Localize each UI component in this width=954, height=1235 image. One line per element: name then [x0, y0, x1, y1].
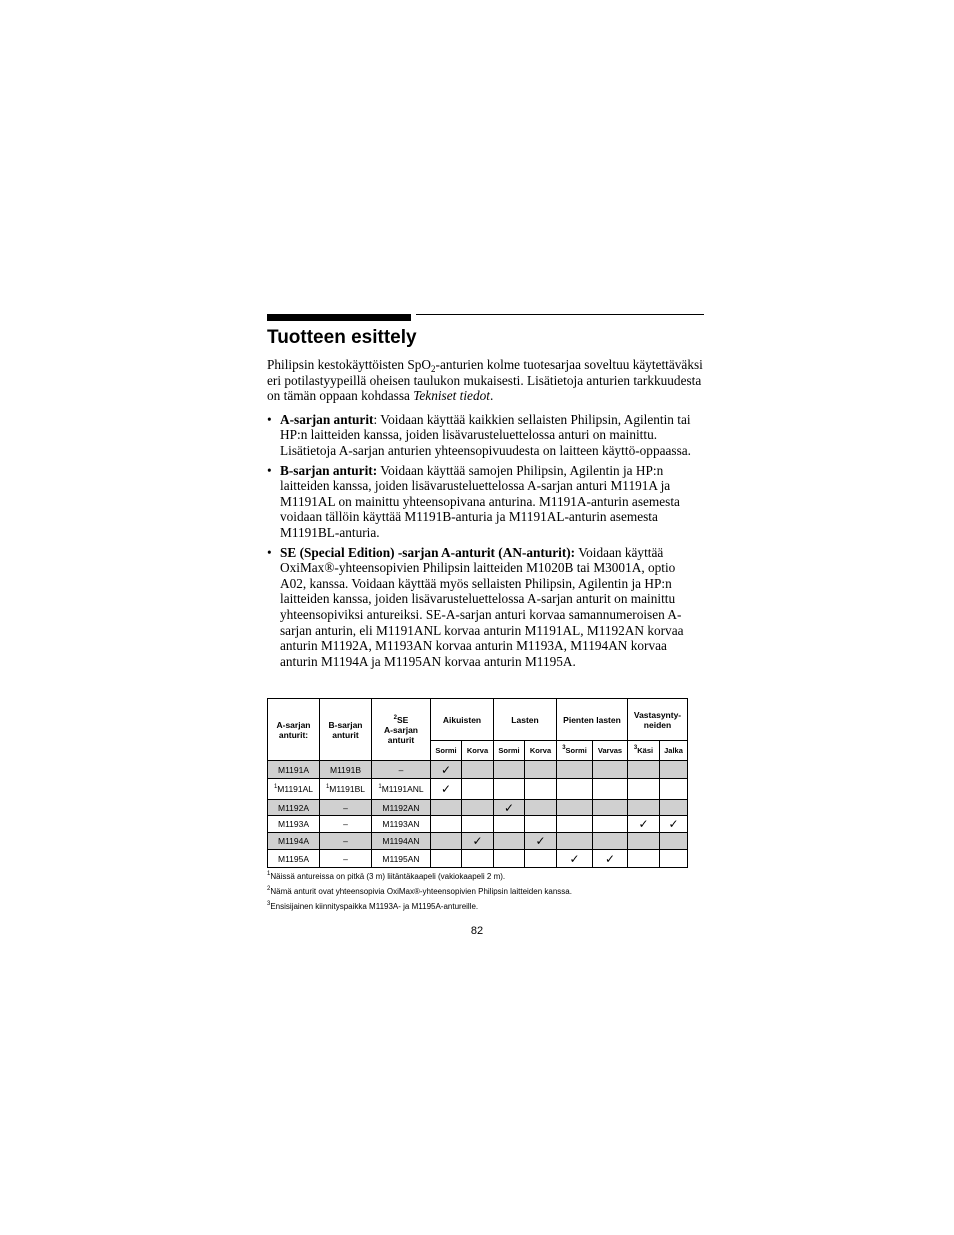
check-cell	[525, 779, 557, 800]
header-b-series: B-sarjan anturit	[320, 699, 372, 761]
header-group-neonates: Vastasynty-neiden	[628, 699, 688, 741]
check-cell	[660, 761, 688, 779]
check-cell	[593, 816, 628, 833]
table-row	[268, 761, 688, 779]
check-cell	[431, 816, 462, 833]
intro-paragraph: Philipsin kestokäyttöisten SpO$_2$-anturien kolme tuotesarjaa soveltuu käytettäväksi eri potilastyypeillä oheisen taulukon mukaisesti. Lisätietoja anturien tarkkuudesta on tämän oppaan kohdassa Tekniset tiedot.	[267, 357, 703, 404]
subheader-cell: Korva	[525, 741, 557, 761]
cell-a-series: M1191A	[268, 761, 320, 779]
header-se-series: $^2$SE A-sarjan anturit	[372, 699, 431, 761]
bullet-icon: •	[267, 462, 272, 478]
subheader-cell: $^3$Käsi	[628, 741, 660, 761]
table-row	[268, 800, 688, 816]
page-number: 82	[470, 925, 484, 937]
cell-b-series: –	[320, 816, 372, 833]
subheader-cell: Jalka	[660, 741, 688, 761]
checkmark-icon: ✓	[668, 817, 679, 831]
cell-se-series: –	[372, 761, 431, 779]
heading-rule-thin	[416, 314, 704, 315]
check-cell	[431, 850, 462, 868]
table-body	[268, 761, 688, 868]
subheader-cell: Korva	[462, 741, 494, 761]
check-cell	[431, 833, 462, 850]
check-cell	[557, 833, 593, 850]
header-group-adults: Aikuisten	[431, 699, 494, 741]
checkmark-icon: ✓	[472, 834, 483, 848]
table-row	[268, 779, 688, 800]
table-row	[268, 850, 688, 868]
heading-rule-thick	[267, 314, 411, 321]
checkmark-icon: ✓	[638, 817, 649, 831]
check-cell	[557, 800, 593, 816]
checkmark-icon: ✓	[569, 851, 580, 866]
cell-a-series: M1192A	[268, 800, 320, 816]
subheader-cell: Sormi	[431, 741, 462, 761]
check-cell	[628, 850, 660, 868]
footnotes	[267, 869, 717, 914]
check-cell	[462, 800, 494, 816]
section-title: Tuotteen esittely	[267, 327, 417, 348]
cell-se-series: M1192AN	[372, 800, 431, 816]
check-cell	[660, 850, 688, 868]
check-cell	[593, 761, 628, 779]
bullet-icon: •	[267, 544, 272, 560]
check-cell	[660, 779, 688, 800]
check-cell	[593, 850, 628, 868]
bullet-item: • B-sarjan anturit: Voidaan käyttää samojen Philipsin, Agilentin ja HP:n laitteiden kanssa, joiden lisävarusteluettelossa A-sarjan anturi M1191A ja M1191AL on mainittu yhteensopivana anturina. M1191A-anturin asemesta voidaan tällöin käyttää M1191B-anturia ja M1191AL-anturin asemesta M1191BL-anturia.	[267, 462, 680, 540]
bullet-icon: •	[267, 411, 272, 427]
check-cell	[494, 800, 525, 816]
checkmark-icon: ✓	[440, 762, 452, 777]
check-cell	[557, 850, 593, 868]
check-cell	[628, 800, 660, 816]
bullet-list	[267, 412, 704, 670]
check-cell	[628, 816, 660, 833]
check-cell	[431, 779, 462, 800]
checkmark-icon: ✓	[535, 834, 546, 848]
bullet-item: • SE (Special Edition) -sarjan A-anturit (AN-anturit): Voidaan käyttää OxiMax®-yhteensopivien Philipsin laitteiden M1020B tai M3001A, optio A02, kanssa. Voidaan käyttää myös sellaisten Philipsin, Agilentin ja HP:n laitteiden kanssa, joiden lisävarusteluettelossa A-sarjan anturit on mainittu yhteensopiviksi antureiksi. SE-A-sarjan anturi korvaa samannumeroisen A-sarjan anturin, eli M1191ANL korvaa anturin M1191AL, M1192AN korvaa anturin M1192A, M1193AN korvaa anturin M1193A, M1194AN korvaa anturin M1194A ja M1195AN korvaa anturin M1195A.	[267, 544, 684, 669]
cell-a-series: $^1$M1191AL	[268, 779, 320, 800]
check-cell	[494, 779, 525, 800]
bullet-item: • A-sarjan anturit: Voidaan käyttää kaikkien sellaisten Philipsin, Agilentin tai HP:n laitteiden kanssa, joiden lisävarusteluettelossa anturi on mainittu. Lisätietoja A-sarjan anturien yhteensopivuudesta on laitteen käyttö-oppaassa.	[267, 411, 691, 458]
footnote: $^3$Ensisijainen kiinnityspaikka M1193A- ja M1195A-antureille.	[267, 901, 479, 911]
check-cell	[660, 833, 688, 850]
check-cell	[431, 761, 462, 779]
cell-b-series: M1191B	[320, 761, 372, 779]
cell-a-series: M1193A	[268, 816, 320, 833]
footnote: $^1$Näissä antureissa on pitkä (3 m) liitäntäkaapeli (vakiokaapeli 2 m).	[267, 871, 506, 881]
check-cell	[628, 761, 660, 779]
subheader-cell: $^3$Sormi	[557, 741, 593, 761]
table-row	[268, 816, 688, 833]
check-cell	[557, 779, 593, 800]
cell-se-series: M1193AN	[372, 816, 431, 833]
header-group-infants: Pienten lasten	[557, 699, 628, 741]
check-cell	[494, 833, 525, 850]
check-cell	[462, 816, 494, 833]
cell-se-series: $^1$M1191ANL	[372, 779, 431, 800]
cell-b-series: –	[320, 850, 372, 868]
check-cell	[462, 761, 494, 779]
check-cell	[525, 816, 557, 833]
footnote: $^2$Nämä anturit ovat yhteensopivia OxiMax®-yhteensopivien Philipsin laitteiden kanssa.	[267, 886, 572, 896]
check-cell	[525, 850, 557, 868]
sensor-table	[267, 698, 688, 868]
header-a-series: A-sarjan anturit:	[268, 699, 320, 761]
check-cell	[628, 833, 660, 850]
check-cell	[462, 833, 494, 850]
body-text	[267, 357, 704, 673]
check-cell	[660, 800, 688, 816]
checkmark-icon: ✓	[440, 782, 452, 796]
cell-a-series: M1194A	[268, 833, 320, 850]
check-cell	[494, 816, 525, 833]
cell-se-series: M1194AN	[372, 833, 431, 850]
table-row	[268, 833, 688, 850]
check-cell	[494, 761, 525, 779]
header-group-children: Lasten	[494, 699, 557, 741]
check-cell	[660, 816, 688, 833]
check-cell	[525, 833, 557, 850]
check-cell	[593, 779, 628, 800]
cell-se-series: M1195AN	[372, 850, 431, 868]
check-cell	[525, 761, 557, 779]
subheader-cell: Varvas	[593, 741, 628, 761]
check-cell	[462, 779, 494, 800]
reference-link: Tekniset tiedot	[413, 388, 490, 404]
check-cell	[462, 850, 494, 868]
check-cell	[593, 833, 628, 850]
checkmark-icon: ✓	[604, 851, 616, 866]
check-cell	[494, 850, 525, 868]
check-cell	[525, 800, 557, 816]
check-cell	[628, 779, 660, 800]
subheader-cell: Sormi	[494, 741, 525, 761]
cell-b-series: –	[320, 833, 372, 850]
checkmark-icon: ✓	[503, 800, 515, 815]
check-cell	[557, 761, 593, 779]
cell-b-series: $^1$M1191BL	[320, 779, 372, 800]
cell-a-series: M1195A	[268, 850, 320, 868]
check-cell	[431, 800, 462, 816]
cell-b-series: –	[320, 800, 372, 816]
check-cell	[557, 816, 593, 833]
check-cell	[593, 800, 628, 816]
